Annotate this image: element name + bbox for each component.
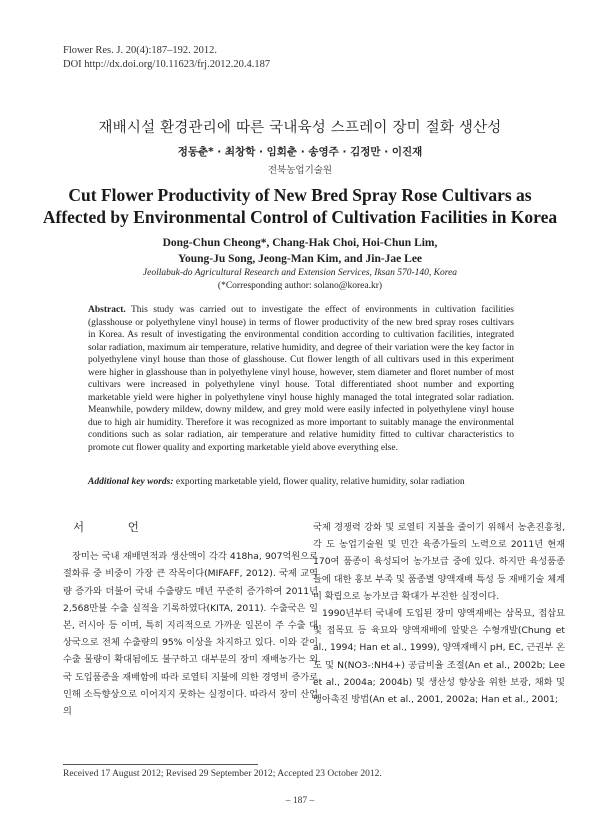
keywords-text: exporting marketable yield, flower quality, relative humidity, solar radiation: [175, 477, 465, 487]
english-affiliation: Jeollabuk-do Agricultural Research and Extension Services, Iksan 570-140, Korea: [142, 268, 458, 278]
abstract-label: Abstract.: [88, 305, 126, 315]
korean-title: 재배시설 환경관리에 따른 국내육성 스프레이 장미 절화 생산성: [98, 120, 502, 136]
received-dates: Received 17 August 2012; Revised 29 September 2012; Accepted 23 October 2012.: [63, 769, 382, 779]
english-authors: [0, 235, 600, 267]
journal-volume-line: Flower Res. J. 20(4):187–192. 2012.: [63, 45, 217, 56]
authors-line-1: Dong-Chun Cheong*, Chang-Hak Choi, Hoi-Chun Lim,: [162, 237, 438, 249]
body-column-left: [63, 519, 318, 720]
section-heading: 서 언: [73, 520, 159, 534]
abstract: [88, 304, 514, 455]
authors-line-2: Young-Ju Song, Jeong-Man Kim, and Jin-Jae Lee: [177, 253, 423, 265]
english-title: Cut Flower Productivity of New Bred Spray Rose Cultivars as Affected by Environmental Control of Cultivation Facilities in Korea: [42, 185, 558, 227]
body-column-right: [313, 519, 565, 708]
corresponding-author: (*Corresponding author: solano@korea.kr): [217, 281, 383, 291]
intro-paragraph-1: 장미는 국내 재배면적과 생산액이 각각 418ha, 907억원으로 절화류 중 비중이 가장 큰 작목이다(MIFAFF, 2012). 국제 교역량 증가와 더불어 국내 수출량도 매년 꾸준히 증가하여 2011년 2,568만불 수출 실적을 기록하였다(KITA, 2011). 수출국은 일본, 러시아 등 이며, 특히 지리적으로 가까운 일본이 주 수출 대상국으로 전체 수출량의 95% 이상을 차지하고 있다. 이와 같이 수출 물량이 확대됨에도 불구하고 대부분의 장미 재배농가는 외국 도입품종을 재배함에 따라 로열티 지불에 의한 경영비 증가로 인해 소득향상으로 이어지지 못하는 실정이다. 따라서 장미 산업의: [63, 551, 318, 718]
intro-paragraph-continued: 국제 경쟁력 강화 및 로열티 지불을 줄이기 위해서 농촌진흥청, 각 도 농업기술원 및 민간 육종가들의 노력으로 2011년 현재 170여 품종이 육성되어 농가보급 중에 있다. 하지만 육성품종들에 대한 홍보 부족 및 품종별 양액재배 특성 등 재배기술 체계 미 확립으로 농가보급 확대가 부진한 실정이다.: [313, 522, 565, 602]
doi-line: DOI http://dx.doi.org/10.11623/frj.2012.20.4.187: [63, 59, 271, 70]
abstract-text: This study was carried out to investigate the effect of environments in cultivation facilities (glasshouse or polyethylene vinyl house) in terms of flower productivity of the new bred spray roses cultivars in Korea. As result of investigating the environmental condition according to cultivation facilities, integrated solar radiation, maximum air temperature, relative humidity, and degree of their variation were the key factor in polyethylene vinyl house than those of glasshouse. Cut flower length of all cultivars used in this experiment were higher in glasshouse than in polyethylene vinyl house, however, stem diameter and floret number of most cultivars were increased in polyethylene vinyl house. Total differentiated shoot number and exporting marketable yield were higher in polyethylene vinyl house highly managed the total integrated solar radiation. Meanwhile, powdery mildew, downy mildew, and grey mold were easily infected in polyethylene vinyl house due to high air humidity. Therefore it was recognized as more important to suitably manage the environmental conditions such as solar radiation, air temperature and relative humidity fitted to cultivar characteristics to promote cut flower quality and exporting marketable yield above everything else.: [88, 305, 514, 454]
keywords: [88, 476, 514, 489]
intro-paragraph-2: 1990년부터 국내에 도입된 장미 양액재배는 삼목묘, 접삽묘 및 접목묘 등 육묘와 양액재배에 알맞은 수형개발(Chung et al., 1994; Han et al., 1999), 양액재배시 pH, EC, 근권부 온도 및 N(NO3-:NH4+) 공급비율 조절(An et al., 2002b; Lee et al., 2004a; 2004b) 및 생산성 향상을 위한 보광, 채화 및 맹아촉진 방법(An et al., 2001, 2002a; Han et al., 2001;: [313, 608, 565, 706]
page-number: – 187 –: [285, 796, 315, 806]
korean-authors: 정동춘* · 최창학 · 임회춘 · 송영주 · 김정만 · 이진재: [177, 146, 423, 158]
footnote-divider: [63, 764, 258, 765]
keywords-label: Additional key words:: [88, 477, 174, 487]
journal-citation: [63, 44, 270, 72]
korean-affiliation: 전북농업기술원: [267, 165, 333, 176]
